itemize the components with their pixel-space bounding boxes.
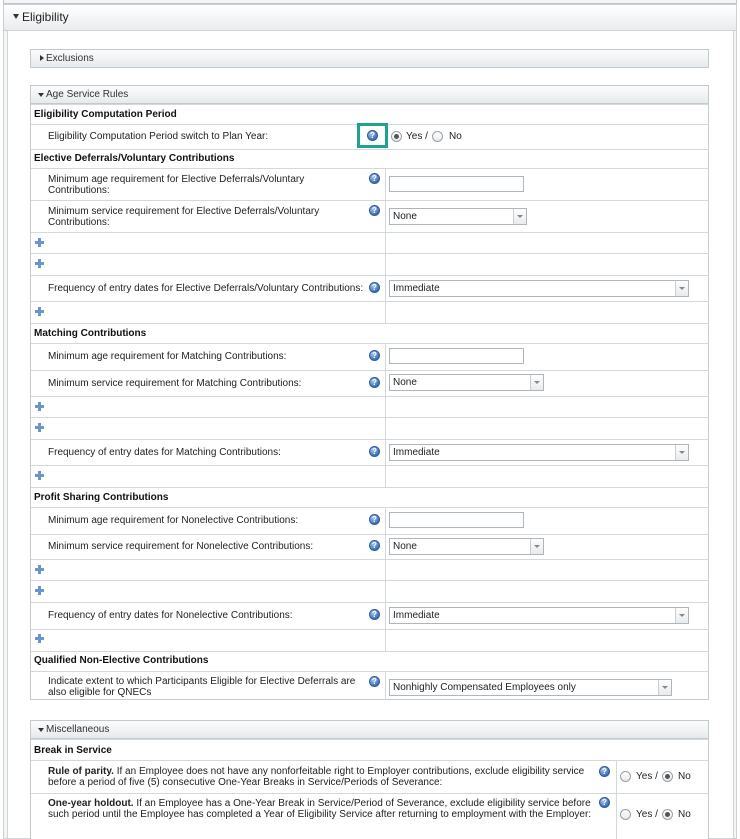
chevron-down-icon[interactable]: [675, 281, 688, 296]
chevron-down-icon[interactable]: [513, 209, 526, 224]
profit-min-age-label: Minimum age requirement for Nonelective Contributions:: [48, 515, 299, 526]
help-icon[interactable]: ?: [369, 676, 380, 687]
chevron-down-icon[interactable]: [675, 608, 688, 623]
chevron-down-icon[interactable]: [675, 445, 688, 460]
ecp-no-radio[interactable]: [432, 131, 443, 142]
help-icon[interactable]: ?: [369, 609, 380, 620]
profit-freq-select[interactable]: [389, 607, 689, 624]
matching-freq-label: Frequency of entry dates for Matching Contributions:: [48, 447, 281, 458]
elective-freq-label: Frequency of entry dates for Elective Deferrals/Voluntary Contributions:: [48, 283, 364, 294]
profit-min-service-label: Minimum service requirement for Nonelective Contributions:: [48, 541, 314, 552]
ecp-no-label: No: [449, 131, 462, 142]
plus-icon[interactable]: [35, 586, 44, 595]
matching-heading: Matching Contributions: [34, 328, 147, 339]
profit-freq-label: Frequency of entry dates for Nonelective Contributions:: [48, 610, 293, 621]
plus-icon[interactable]: [35, 307, 44, 316]
help-icon[interactable]: ?: [599, 766, 610, 777]
profit-min-age-input[interactable]: [389, 512, 524, 528]
ecp-heading: Eligibility Computation Period: [34, 109, 177, 120]
misc-header[interactable]: [30, 720, 709, 739]
select-value: None: [393, 211, 417, 222]
holdout-text: [48, 798, 596, 820]
elective-min-age-input[interactable]: [389, 176, 524, 192]
help-icon[interactable]: ?: [369, 514, 380, 525]
select-value: Immediate: [393, 610, 440, 621]
help-icon[interactable]: ?: [369, 540, 380, 551]
plus-icon[interactable]: [35, 259, 44, 268]
parity-no-radio[interactable]: [662, 771, 673, 782]
matching-min-age-input[interactable]: [389, 348, 524, 364]
help-icon[interactable]: ?: [367, 130, 378, 141]
collapse-triangle-icon[interactable]: [38, 93, 44, 97]
exclusions-title: Exclusions: [46, 53, 94, 64]
elective-min-service-label: Minimum service requirement for Elective Deferrals/Voluntary Contributions:: [48, 206, 320, 228]
elective-min-service-select[interactable]: [389, 208, 527, 225]
holdout-body: If an Employee has a One-Year Break in Service/Period of Severance, exclude eligibility service before such period until the Employee has completed a Year of Eligibility Service after returning to employment with the Employer:: [48, 798, 592, 820]
matching-freq-select[interactable]: [389, 444, 689, 461]
chevron-down-icon[interactable]: [658, 680, 671, 695]
eligibility-title: Eligibility: [22, 10, 69, 24]
chevron-down-icon[interactable]: [530, 375, 543, 390]
bis-heading: Break in Service: [34, 745, 112, 756]
holdout-yes-label: Yes /: [636, 809, 658, 820]
select-value: Immediate: [393, 447, 440, 458]
ecp-yes-label: Yes /: [406, 131, 428, 142]
parity-title: Rule of parity.: [48, 766, 114, 777]
holdout-yes-radio[interactable]: [620, 809, 631, 820]
elective-heading: Elective Deferrals/Voluntary Contributions: [34, 153, 235, 164]
help-icon[interactable]: ?: [369, 205, 380, 216]
plus-icon[interactable]: [35, 423, 44, 432]
help-icon[interactable]: ?: [369, 350, 380, 361]
ecp-switch-label: Eligibility Computation Period switch to Plan Year:: [48, 131, 269, 142]
elective-freq-select[interactable]: [389, 280, 689, 297]
plus-icon[interactable]: [35, 471, 44, 480]
select-value: None: [393, 541, 417, 552]
plus-icon[interactable]: [35, 634, 44, 643]
help-icon[interactable]: ?: [369, 173, 380, 184]
qnec-heading: Qualified Non-Elective Contributions: [34, 655, 209, 666]
exclusions-header[interactable]: [30, 49, 709, 68]
misc-title: Miscellaneous: [46, 724, 110, 735]
age-service-title: Age Service Rules: [46, 89, 129, 100]
elective-min-age-label: Minimum age requirement for Elective Deferrals/Voluntary Contributions:: [48, 174, 305, 196]
holdout-no-label: No: [678, 809, 691, 820]
select-value: Nonhighly Compensated Employees only: [393, 682, 576, 693]
help-icon[interactable]: ?: [369, 282, 380, 293]
age-service-header[interactable]: [30, 85, 709, 104]
parity-yes-label: Yes /: [636, 771, 658, 782]
parity-no-label: No: [678, 771, 691, 782]
collapse-triangle-icon[interactable]: [38, 728, 44, 732]
plus-icon[interactable]: [35, 565, 44, 574]
help-icon[interactable]: ?: [369, 377, 380, 388]
qnec-extent-select[interactable]: [389, 679, 672, 696]
select-value: None: [393, 377, 417, 388]
eligibility-header[interactable]: [4, 5, 736, 31]
help-icon[interactable]: ?: [369, 446, 380, 457]
ecp-yes-radio[interactable]: [391, 131, 402, 142]
expand-triangle-icon[interactable]: [40, 55, 44, 61]
matching-min-age-label: Minimum age requirement for Matching Contributions:: [48, 351, 287, 362]
parity-text: [48, 766, 596, 788]
profit-min-service-select[interactable]: [389, 538, 544, 555]
chevron-down-icon[interactable]: [530, 539, 543, 554]
holdout-no-radio[interactable]: [662, 809, 673, 820]
plus-icon[interactable]: [35, 402, 44, 411]
profit-heading: Profit Sharing Contributions: [34, 492, 169, 503]
parity-body: If an Employee does not have any nonforfeitable right to Employer contributions, exclude eligibility service before a period of five (5) consecutive One-Year Breaks in Service/Periods of Severance:: [48, 766, 585, 788]
select-value: Immediate: [393, 283, 440, 294]
parity-yes-radio[interactable]: [620, 771, 631, 782]
holdout-title: One-year holdout.: [48, 798, 134, 809]
help-icon[interactable]: ?: [599, 797, 610, 808]
plus-icon[interactable]: [35, 238, 44, 247]
matching-min-service-label: Minimum service requirement for Matching Contributions:: [48, 378, 302, 389]
collapse-triangle-icon[interactable]: [13, 14, 19, 19]
matching-min-service-select[interactable]: [389, 374, 544, 391]
qnec-extent-label: Indicate extent to which Participants Eligible for Elective Deferrals are also eligible for QNECs: [48, 676, 356, 698]
